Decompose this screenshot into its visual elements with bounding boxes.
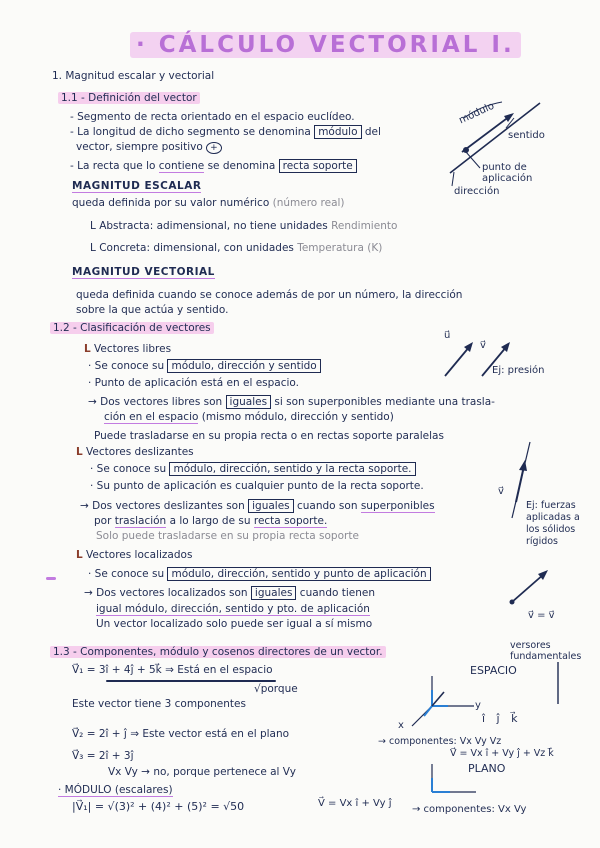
libres-line-2: · Punto de aplicación está en el espacio. [88, 377, 300, 389]
axis-x-space: x [398, 720, 404, 731]
v-espacio-equation: V⃗ = Vx î + Vy ĵ + Vz k⃗ [450, 748, 554, 759]
escalar-heading: MAGNITUD ESCALAR [72, 180, 202, 192]
componentes-plano: → componentes: Vx Vy [412, 804, 527, 815]
subsection-1-2: 1.2 - Clasificación de vectores [50, 322, 214, 335]
def-line-4: - La recta que lo contiene se denomina recta soporte [70, 160, 357, 173]
localizados-line-4: Un vector localizado solo puede ser igual a sí mismo [96, 618, 373, 630]
v3-note: Vx Vy → no, porque pertenece al Vy [108, 766, 296, 778]
v1-equation: V⃗₁ = 3î + 4ĵ + 5k⃗ ⇒ Está en el espacio [72, 664, 273, 676]
versores-bracket [548, 660, 568, 710]
localizados-line-2: → Dos vectores localizados son iguales cuando tienen [84, 587, 376, 599]
libres-line-3: → Dos vectores libres son iguales si son superponibles mediante una trasla- [88, 396, 495, 408]
axis-y-space: y [475, 700, 481, 711]
localizado-vector-diagram [508, 566, 558, 606]
label-v-equals-v: v⃗ = v⃗ [528, 610, 555, 621]
plane-axes-diagram [420, 760, 480, 802]
localizados-title: L Vectores localizados [76, 549, 193, 561]
v3-equation: V⃗₃ = 2î + 3ĵ [72, 750, 134, 762]
escalar-abstracta: L Abstracta: adimensional, no tiene unidades Rendimiento [90, 220, 398, 232]
deslizantes-line-3b: por traslación a lo largo de su recta soporte. [94, 515, 328, 527]
label-espacio: ESPACIO [470, 664, 517, 677]
label-modulo: módulo [457, 100, 497, 127]
v-plano-equation: V⃗ = Vx î + Vy ĵ [318, 798, 392, 809]
deslizantes-line-3: → Dos vectores deslizantes son iguales cuando son superponibles [80, 500, 435, 512]
label-plano: PLANO [468, 762, 506, 775]
margin-mark [46, 577, 56, 580]
def-line-1: - Segmento de recta orientado en el espacio euclídeo. [70, 111, 355, 123]
v1-bracket [106, 680, 276, 682]
vectorial-line-2: sobre la que actúa y sentido. [76, 304, 229, 316]
v1-porque: √porque [254, 683, 298, 695]
label-vec-v: v⃗ [480, 340, 486, 351]
localizados-line-1: · Se conoce su módulo, dirección, sentido y punto de aplicación [88, 568, 431, 581]
componentes-espacio: → componentes: Vx Vy Vz [378, 736, 502, 747]
label-vec-u: u⃗ [444, 330, 451, 341]
modulo-box: módulo [314, 125, 361, 139]
label-punto-aplicacion: punto de aplicación [482, 162, 533, 184]
label-vec-deslizante: v⃗ [498, 486, 504, 497]
deslizantes-title: L Vectores deslizantes [76, 446, 194, 458]
deslizantes-line-2: · Su punto de aplicación es cualquier punto de la recta soporte. [90, 480, 424, 492]
libres-line-3b: ción en el espacio (mismo módulo, dirección y sentido) [104, 411, 394, 423]
def-line-3: vector, siempre positivo + [76, 141, 222, 155]
v1-componentes: Este vector tiene 3 componentes [72, 698, 246, 710]
subsection-1-1 [58, 92, 200, 105]
libres-line-1: · Se conoce su módulo, dirección y sentido [88, 360, 321, 373]
escalar-def: queda definida por su valor numérico (número real) [72, 197, 345, 209]
contiene-underline: contiene [158, 160, 205, 172]
subsection-1-1-label: 1.1 - Definición del vector [58, 92, 200, 104]
label-direccion: dirección [454, 186, 500, 197]
subsection-1-3: 1.3 - Componentes, módulo y cosenos directores de un vector. [50, 646, 386, 659]
label-versores: versores fundamentales [510, 640, 582, 662]
modulo-title: · MÓDULO (escalares) [58, 784, 173, 796]
section-1-heading: 1. Magnitud escalar y vectorial [52, 70, 215, 82]
libres-line-4: Puede trasladarse en su propia recta o en rectas soporte paralelas [94, 430, 444, 442]
page-title: · CÁLCULO VECTORIAL I. [130, 32, 521, 58]
libres-title: L Vectores libres [84, 343, 172, 355]
label-ej-presion: Ej: presión [492, 365, 545, 376]
space-axes-diagram [404, 672, 484, 734]
vectorial-heading: MAGNITUD VECTORIAL [72, 266, 215, 278]
versores-ijk: î ĵ k⃗ [482, 712, 522, 725]
recta-soporte-box: recta soporte [279, 159, 357, 173]
localizados-line-3: igual módulo, dirección, sentido y pto. de aplicación [96, 603, 370, 615]
def-line-2: - La longitud de dicho segmento se denomina módulo del [70, 126, 381, 138]
deslizantes-line-4: Solo puede trasladarse en su propia recta soporte [96, 530, 359, 542]
modulo-equation: |V⃗₁| = √(3)² + (4)² + (5)² = √50 [72, 800, 245, 813]
v2-equation: V⃗₂ = 2î + ĵ ⇒ Este vector está en el plano [72, 728, 290, 740]
escalar-concreta: L Concreta: dimensional, con unidades Temperatura (K) [90, 242, 383, 254]
label-sentido: sentido [508, 130, 545, 141]
vectorial-line-1: queda definida cuando se conoce además de por un número, la dirección [76, 289, 463, 301]
deslizantes-line-1: · Se conoce su módulo, dirección, sentido y la recta soporte. [90, 463, 416, 476]
label-ej-fuerzas: Ej: fuerzas aplicadas a los sólidos rígidos [526, 500, 580, 547]
